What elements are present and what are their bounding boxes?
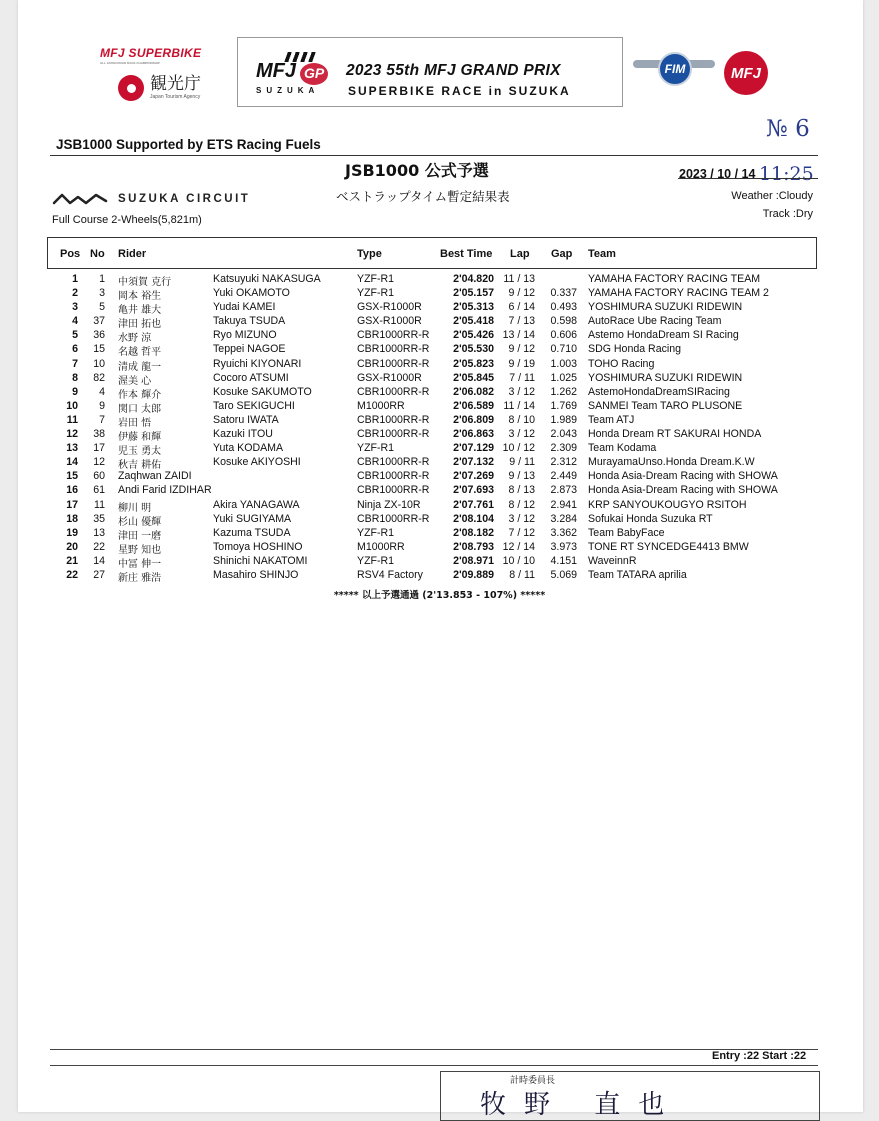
cell-pos: 9 [72, 385, 78, 398]
cell-rider-jp: 杉山 優輝 [118, 516, 162, 528]
cell-type: GSX-R1000R [357, 315, 422, 328]
cell-lap: 7 / 11 [509, 371, 535, 384]
cell-team: Team TATARA aprilia [588, 568, 687, 581]
cell-gap: 0.598 [550, 315, 577, 328]
cell-team: SANMEI Team TARO PLUSONE [588, 399, 743, 412]
cell-type: CBR1000RR-R [357, 456, 430, 469]
cell-type: CBR1000RR-R [357, 385, 430, 398]
table-row [0, 527, 879, 541]
cell-best-time: 2'06.082 [453, 385, 494, 398]
cell-lap: 9 / 12 [508, 343, 535, 356]
cell-team: Sofukai Honda Suzuka RT [588, 512, 713, 525]
cell-lap: 9 / 12 [508, 287, 535, 300]
cell-number: 14 [93, 554, 105, 567]
cell-type: YZF-R1 [357, 554, 395, 567]
cell-type: CBR1000RR-R [357, 343, 430, 356]
cell-best-time: 2'07.132 [453, 456, 494, 469]
cell-number: 7 [99, 413, 105, 426]
cell-pos: 10 [66, 399, 78, 412]
table-row [0, 358, 879, 372]
class-line: JSB1000 Supported by ETS Racing Fuels [56, 137, 321, 152]
cell-best-time: 2'08.182 [453, 526, 494, 539]
cell-gap: 2.309 [550, 442, 577, 455]
cell-team: Honda Dream RT SAKURAI HONDA [588, 428, 762, 441]
cell-type: Ninja ZX-10R [357, 498, 421, 511]
cell-rider-name: Satoru IWATA [213, 413, 279, 426]
cell-lap: 13 / 14 [502, 329, 535, 342]
cell-number: 27 [93, 568, 105, 581]
cell-team: YAMAHA FACTORY RACING TEAM 2 [588, 287, 769, 300]
cell-number: 9 [99, 399, 105, 412]
cell-team: YOSHIMURA SUZUKI RIDEWIN [588, 371, 743, 384]
results-table [0, 273, 879, 583]
cell-best-time: 2'05.845 [453, 371, 494, 384]
cell-team: TONE RT SYNCEDGE4413 BMW [588, 540, 749, 553]
column-rider: Rider [118, 248, 147, 260]
divider [678, 178, 818, 179]
cell-rider-jp: 中須賀 克行 [118, 277, 172, 288]
cell-best-time: 2'07.269 [453, 470, 494, 483]
cell-rider-name: Masahiro SHINJO [213, 568, 299, 581]
cell-rider-name: Kazuki ITOU [213, 428, 273, 441]
cell-best-time: 2'05.823 [453, 357, 494, 370]
cell-gap: 0.606 [550, 329, 577, 342]
cell-rider-name: Kazuma TSUDA [213, 526, 291, 539]
cell-pos: 7 [72, 357, 78, 370]
cell-rider-jp: 新庄 雅浩 [118, 572, 162, 584]
cell-type: RSV4 Factory [357, 568, 423, 581]
cell-rider-jp: 名越 哲平 [118, 347, 162, 359]
cell-rider-name: Taro SEKIGUCHI [213, 399, 295, 412]
cell-rider-jp: 津田 一磨 [118, 530, 162, 542]
column-type: Type [357, 248, 382, 260]
cell-best-time: 2'06.589 [453, 399, 494, 412]
cell-rider-jp: 柳川 明 [118, 502, 152, 514]
cell-number: 36 [93, 329, 105, 342]
cell-pos: 19 [66, 526, 78, 539]
cell-lap: 11 / 14 [503, 399, 535, 412]
table-row [0, 400, 879, 414]
cell-rider-name: Yuta KODAMA [213, 442, 284, 455]
cell-rider-jp: 津田 拓也 [118, 319, 162, 331]
table-row [0, 414, 879, 428]
cell-pos: 16 [66, 484, 78, 497]
column-best-time: Best Time [440, 248, 493, 260]
cell-rider-name: Andi Farid IZDIHAR [118, 484, 212, 497]
cell-rider-jp: 作本 輝介 [118, 389, 162, 401]
cell-lap: 8 / 12 [508, 498, 535, 511]
cell-lap: 8 / 10 [508, 413, 535, 426]
cell-number: 10 [93, 357, 105, 370]
table-row [0, 470, 879, 484]
cell-number: 4 [99, 385, 105, 398]
cell-rider-name: Kosuke SAKUMOTO [213, 385, 312, 398]
table-row [0, 287, 879, 301]
cell-rider-jp: 星野 知也 [118, 544, 162, 556]
cell-lap: 7 / 12 [508, 526, 535, 539]
cell-best-time: 2'06.809 [453, 413, 494, 426]
cell-rider-name: Tomoya HOSHINO [213, 540, 303, 553]
cell-rider-jp: 秋吉 耕佑 [118, 460, 162, 472]
entry-start: Entry :22 Start :22 [712, 1050, 807, 1062]
cell-best-time: 2'05.530 [453, 343, 494, 356]
cell-rider-name: Ryo MIZUNO [213, 329, 277, 342]
cell-pos: 13 [66, 442, 78, 455]
suzuka-circuit-logo: SUZUKA CIRCUIT [52, 191, 250, 207]
cell-gap: 4.151 [550, 554, 577, 567]
cell-rider-name: Kosuke AKIYOSHI [213, 456, 301, 469]
event-subtitle: SUPERBIKE RACE in SUZUKA [348, 84, 571, 98]
table-row [0, 513, 879, 527]
cell-lap: 12 / 14 [502, 540, 535, 553]
mfj-logo: MFJ [724, 51, 768, 95]
cell-rider-name: Cocoro ATSUMI [213, 371, 289, 384]
column-lap: Lap [510, 248, 530, 260]
cell-gap: 2.043 [550, 428, 577, 441]
divider [50, 1065, 818, 1066]
cell-rider-jp: 関口 太郎 [118, 403, 162, 415]
cell-rider-jp: 亀井 雄大 [118, 305, 162, 317]
official-signature: 牧野 直也 [480, 1090, 683, 1120]
cell-pos: 17 [66, 498, 78, 511]
event-title: 2023 55th MFJ GRAND PRIX [346, 62, 561, 79]
cell-rider-jp: 児玉 勇太 [118, 446, 162, 458]
column-gap: Gap [551, 248, 573, 260]
cell-type: YZF-R1 [357, 287, 395, 300]
cell-number: 12 [93, 456, 105, 469]
cell-best-time: 2'08.793 [453, 540, 494, 553]
cell-number: 15 [93, 343, 105, 356]
table-header [47, 237, 817, 269]
cell-pos: 15 [66, 470, 78, 483]
cell-pos: 1 [72, 273, 78, 285]
table-row [0, 273, 879, 287]
cell-number: 82 [93, 371, 105, 384]
cell-type: YZF-R1 [357, 442, 395, 455]
cell-lap: 3 / 12 [508, 512, 535, 525]
cell-type: GSX-R1000R [357, 371, 422, 384]
divider [50, 1049, 818, 1050]
mfj-gp-logo: MFJ GP SUZUKA [256, 52, 332, 100]
table-row [0, 372, 879, 386]
circuit-layout-icon [52, 191, 108, 207]
cell-gap: 1.989 [550, 413, 577, 426]
mfj-superbike-logo: MFJ SUPERBIKE ALL JAPAN ROAD RACE CHAMPIONSHIP [100, 46, 202, 65]
cell-type: GSX-R1000R [357, 301, 422, 314]
cell-rider-name: Shinichi NAKATOMI [213, 554, 308, 567]
cell-lap: 8 / 13 [508, 484, 535, 497]
cell-rider-name: Teppei NAGOE [213, 343, 286, 356]
cell-best-time: 2'05.418 [453, 315, 494, 328]
cell-type: CBR1000RR-R [357, 413, 430, 426]
cell-type: CBR1000RR-R [357, 329, 430, 342]
table-row [0, 499, 879, 513]
handwritten-number: № 6 [766, 116, 810, 142]
cell-gap: 3.362 [550, 526, 577, 539]
cell-best-time: 2'05.157 [453, 287, 494, 300]
cell-lap: 8 / 11 [509, 568, 535, 581]
cell-gap: 3.973 [550, 540, 577, 553]
cell-type: CBR1000RR-R [357, 428, 430, 441]
weather-info: Weather :Cloudy [731, 190, 813, 202]
cell-rider-jp: 中冨 伸一 [118, 558, 162, 570]
cell-pos: 14 [66, 456, 78, 469]
cell-best-time: 2'09.889 [453, 568, 494, 581]
cell-best-time: 2'06.863 [453, 428, 494, 441]
table-row [0, 386, 879, 400]
cell-team: Honda Asia-Dream Racing with SHOWA [588, 484, 778, 497]
cell-type: YZF-R1 [357, 273, 395, 285]
cell-gap: 1.262 [550, 385, 577, 398]
cell-pos: 20 [66, 540, 78, 553]
cell-rider-name: Yudai KAMEI [213, 301, 276, 314]
cell-team: WaveinnR [588, 554, 637, 567]
tourism-agency-icon [118, 75, 144, 101]
table-row [0, 456, 879, 470]
cell-gap: 3.284 [550, 512, 577, 525]
course-info: Full Course 2-Wheels(5,821m) [52, 214, 202, 226]
cell-best-time: 2'04.820 [453, 273, 494, 285]
cell-team: AstemoHondaDreamSIRacing [588, 385, 730, 398]
cell-number: 13 [93, 526, 105, 539]
cell-rider-jp: 水野 涼 [118, 333, 152, 345]
table-row [0, 442, 879, 456]
cell-best-time: 2'05.313 [453, 301, 494, 314]
column-no: No [90, 248, 105, 260]
cell-number: 35 [93, 512, 105, 525]
cell-number: 61 [93, 484, 105, 497]
cell-team: YOSHIMURA SUZUKI RIDEWIN [588, 301, 743, 314]
cell-type: CBR1000RR-R [357, 484, 430, 497]
table-row [0, 329, 879, 343]
column-pos: Pos [60, 248, 81, 260]
handwritten-time: 11:25 [758, 163, 814, 185]
cell-pos: 8 [72, 371, 78, 384]
fim-logo: FIM [633, 52, 715, 94]
cell-rider-name: Zaqhwan ZAIDI [118, 470, 192, 483]
cell-team: YAMAHA FACTORY RACING TEAM [588, 273, 761, 285]
cell-type: CBR1000RR-R [357, 470, 430, 483]
cell-gap: 2.449 [550, 470, 577, 483]
cell-pos: 4 [72, 315, 78, 328]
cell-gap: 5.069 [550, 568, 577, 581]
cell-rider-name: Takuya TSUDA [213, 315, 286, 328]
table-row [0, 428, 879, 442]
table-row [0, 569, 879, 583]
table-row [0, 343, 879, 357]
cell-best-time: 2'05.426 [453, 329, 494, 342]
cell-pos: 21 [66, 554, 78, 567]
cell-gap: 0.710 [550, 343, 577, 356]
divider [50, 155, 818, 156]
cell-number: 60 [93, 470, 105, 483]
cell-gap: 1.025 [550, 371, 577, 384]
table-row [0, 315, 879, 329]
cell-rider-jp: 岩田 悟 [118, 417, 152, 429]
cell-team: AutoRace Ube Racing Team [588, 315, 722, 328]
cell-team: Team ATJ [588, 413, 635, 426]
cell-number: 1 [99, 273, 105, 285]
cell-pos: 12 [66, 428, 78, 441]
cell-lap: 9 / 19 [508, 357, 535, 370]
cell-gap: 2.941 [550, 498, 577, 511]
cell-rider-name: Akira YANAGAWA [213, 498, 300, 511]
cell-type: CBR1000RR-R [357, 512, 430, 525]
cell-pos: 2 [72, 287, 78, 300]
track-info: Track :Dry [762, 208, 813, 220]
cell-type: CBR1000RR-R [357, 357, 430, 370]
cell-lap: 7 / 13 [508, 315, 535, 328]
cell-lap: 10 / 12 [502, 442, 535, 455]
cell-pos: 3 [72, 301, 78, 314]
official-label: 計時委員長 [510, 1076, 556, 1086]
cell-lap: 11 / 13 [503, 273, 535, 285]
cell-gap: 1.769 [550, 399, 577, 412]
table-row [0, 541, 879, 555]
cell-rider-jp: 清成 龍一 [118, 361, 162, 373]
cell-team: Honda Asia-Dream Racing with SHOWA [588, 470, 778, 483]
cell-lap: 3 / 12 [508, 385, 535, 398]
cell-gap: 2.312 [550, 456, 577, 469]
cell-pos: 18 [66, 512, 78, 525]
cell-lap: 3 / 12 [508, 428, 535, 441]
cell-pos: 5 [72, 329, 78, 342]
cell-pos: 6 [72, 343, 78, 356]
cell-rider-jp: 岡本 裕生 [118, 291, 162, 303]
cell-rider-name: Ryuichi KIYONARI [213, 357, 302, 370]
tourism-agency-logo: 観光庁 Japan Tourism Agency [118, 75, 201, 101]
cell-lap: 9 / 13 [508, 470, 535, 483]
cell-number: 5 [99, 301, 105, 314]
cell-number: 22 [93, 540, 105, 553]
cell-gap: 1.003 [550, 357, 577, 370]
cell-rider-name: Yuki OKAMOTO [213, 287, 290, 300]
cell-type: M1000RR [357, 540, 405, 553]
column-team: Team [588, 248, 616, 260]
table-row [0, 555, 879, 569]
session-date: 2023 / 10 / 14 11:25 [679, 163, 814, 185]
cell-gap: 2.873 [550, 484, 577, 497]
cell-best-time: 2'07.693 [453, 484, 494, 497]
cell-rider-name: Yuki SUGIYAMA [213, 512, 292, 525]
cell-best-time: 2'08.104 [453, 512, 494, 525]
session-title: JSB1000 公式予選 [345, 161, 489, 180]
table-row [0, 301, 879, 315]
cell-team: KRP SANYOUKOUGYO RSITOH [588, 498, 747, 511]
cell-type: M1000RR [357, 399, 405, 412]
cell-team: Team BabyFace [588, 526, 665, 539]
qualifying-note: ***** 以上予選通過 (2'13.853 - 107%) ***** [333, 590, 546, 601]
cell-gap: 0.493 [550, 301, 577, 314]
table-row [0, 484, 879, 498]
cell-gap: 0.337 [550, 287, 577, 300]
cell-best-time: 2'08.971 [453, 554, 494, 567]
cell-number: 3 [99, 287, 105, 300]
cell-number: 37 [93, 315, 105, 328]
cell-number: 11 [94, 498, 105, 511]
cell-best-time: 2'07.129 [453, 442, 494, 455]
session-subtitle: ベストラップタイム暫定結果表 [336, 189, 510, 204]
cell-lap: 6 / 14 [508, 301, 535, 314]
cell-pos: 22 [66, 568, 78, 581]
cell-team: MurayamaUnso.Honda Dream.K.W [588, 456, 755, 469]
cell-pos: 11 [66, 413, 78, 426]
cell-team: Team Kodama [588, 442, 657, 455]
cell-lap: 9 / 11 [509, 456, 535, 469]
cell-team: SDG Honda Racing [588, 343, 682, 356]
cell-rider-jp: 渥美 心 [118, 375, 152, 387]
cell-team: Astemo HondaDream SI Racing [588, 329, 739, 342]
cell-best-time: 2'07.761 [453, 498, 494, 511]
cell-type: YZF-R1 [357, 526, 395, 539]
cell-number: 17 [93, 442, 105, 455]
cell-rider-jp: 伊藤 和輝 [118, 432, 162, 444]
cell-team: TOHO Racing [588, 357, 655, 370]
cell-rider-name: Katsuyuki NAKASUGA [213, 273, 321, 285]
cell-lap: 10 / 10 [502, 554, 535, 567]
cell-number: 38 [93, 428, 105, 441]
